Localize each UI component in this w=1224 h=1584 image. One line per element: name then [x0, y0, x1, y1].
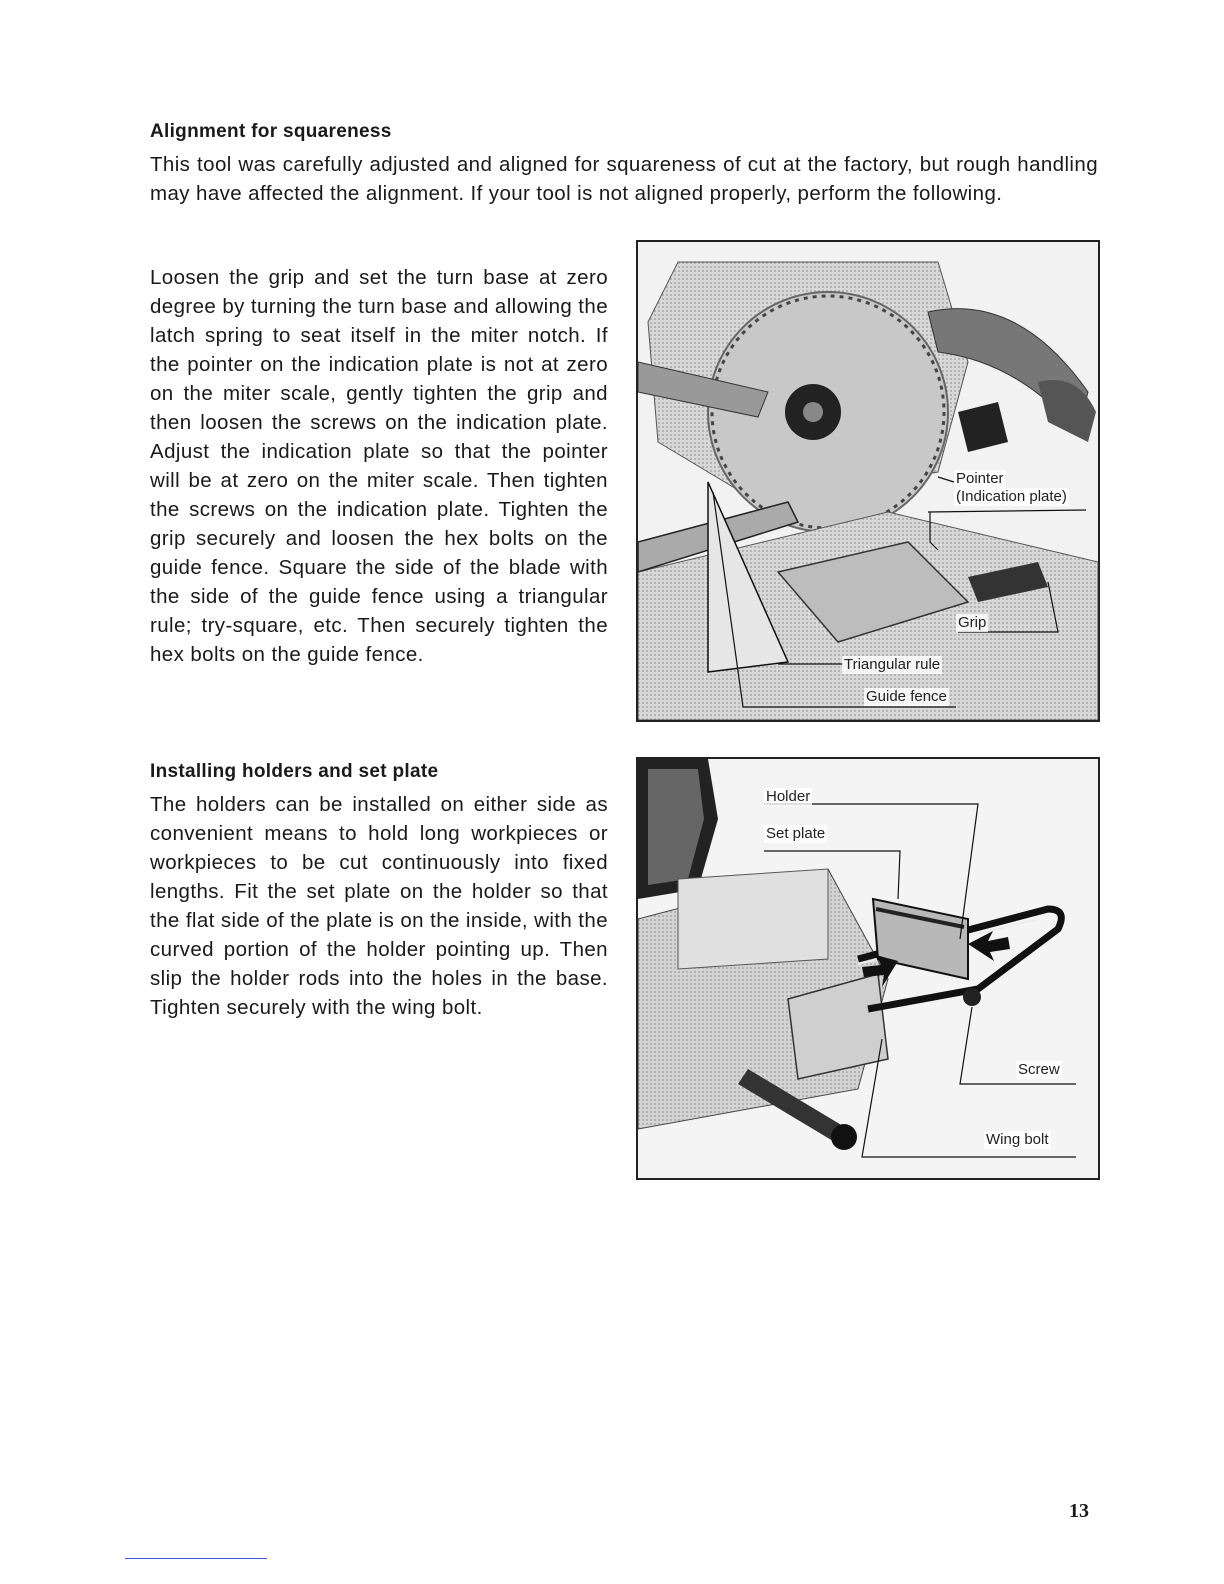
section-heading-installing-holders: Installing holders and set plate: [150, 761, 439, 782]
label-holder: Holder: [766, 788, 811, 805]
label-wing-bolt: Wing bolt: [986, 1131, 1049, 1148]
installing-holders-paragraph: The holders can be installed on either side as convenient means to hold long workpieces or workpieces to be cut continuously into fixed lengths. Fit the set plate on the holder so that the flat side of the plate is on the inside, with the curved portion of the holder pointing up. Then slip the holder rods into the holes in the base. Tighten securely with the wing bolt.: [150, 793, 608, 1019]
label-triangular-rule: Triangular rule: [844, 656, 941, 673]
alignment-body-paragraph: Loosen the grip and set the turn base at zero degree by turning the turn base and allowing the latch spring to seat itself in the miter notch. If the pointer on the indication plate is not at zero on the miter scale, gently tighten the grip and then loosen the screws on the indication plate. Adjust the indication plate so that the pointer will be at zero on the miter scale. Then tighten the screws on the indication plate. Tighten the grip securely and loosen the hex bolts on the guide fence. Square the side of the blade with the side of the guide fence using a triangular rule; try-square, etc. Then securely tighten the hex bolts on the guide fence.: [150, 266, 608, 666]
holder-assembly-illustration: [638, 759, 1098, 1178]
label-grip: Grip: [958, 614, 987, 631]
page-number: 13: [1069, 1500, 1089, 1522]
section-heading-alignment: Alignment for squareness: [150, 121, 392, 142]
footer-rule: [125, 1558, 267, 1559]
label-indication-plate: (Indication plate): [956, 488, 1067, 505]
figure-holder-photo: [636, 757, 1100, 1180]
label-screw: Screw: [1018, 1061, 1060, 1078]
label-pointer: Pointer: [956, 470, 1004, 487]
label-guide-fence: Guide fence: [866, 688, 947, 705]
figure-alignment-photo: [636, 240, 1100, 722]
miter-saw-illustration: [638, 242, 1098, 720]
alignment-intro-paragraph: This tool was carefully adjusted and aligned for squareness of cut at the factory, but rough handling may have affected the alignment. If your tool is not aligned properly, perform the following.: [150, 153, 1098, 205]
label-set-plate: Set plate: [766, 825, 826, 842]
